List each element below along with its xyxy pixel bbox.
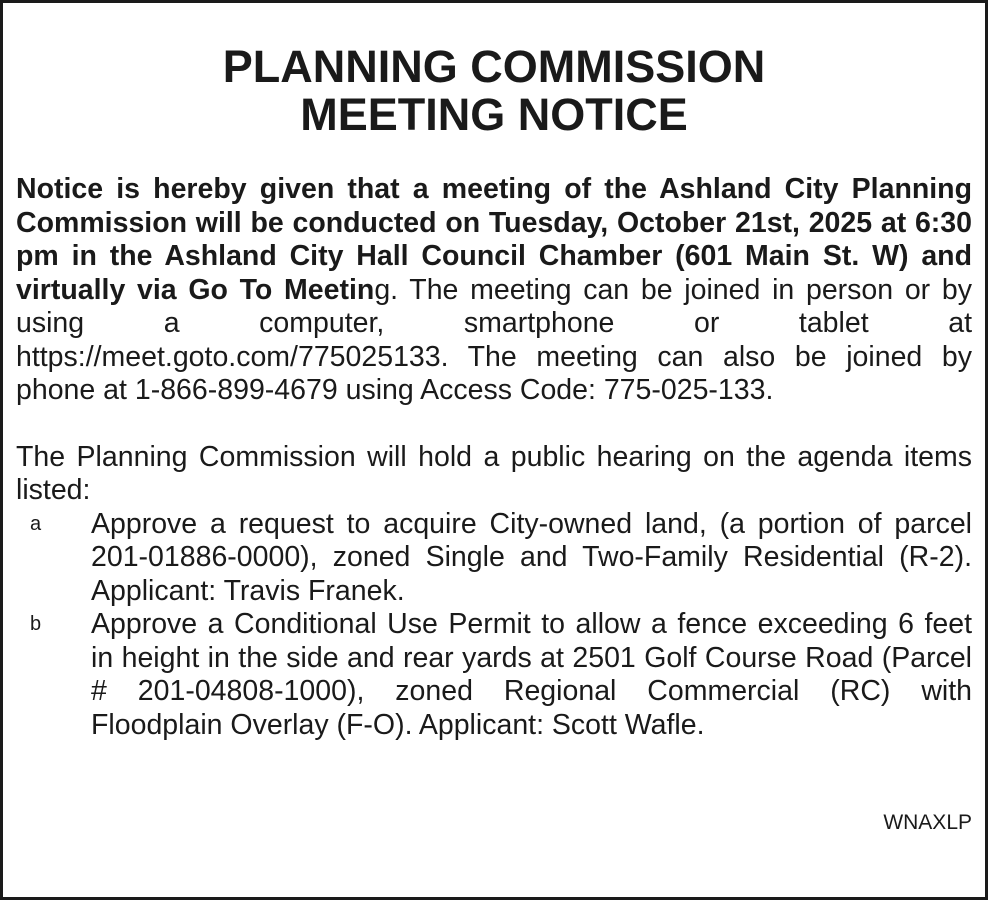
title-line-2: MEETING NOTICE (300, 89, 688, 140)
intro-bold-text: Notice is hereby given that a meeting of the Ashland City Planning Commission will be conducted on Tuesday, October 21st, 2025 at 6:30 pm in the Ashland City Hall Council Chamber (601 Main St. W) and virtually via Go To Meetin (16, 173, 972, 306)
notice-body (16, 173, 972, 742)
intro-paragraph (16, 173, 972, 408)
agenda-item-text: Approve a request to acquire City-owned land, (a portion of parcel 201-01886-0000), zoned Single and Two-Family Residential (R-2). Applicant: Travis Franek. (91, 507, 972, 607)
agenda-item-text: Approve a Conditional Use Permit to allow a fence exceeding 6 feet in height in the side and rear yards at 2501 Golf Course Road (Parcel # 201-04808-1000), zoned Regional Commercial (RC) with Floodplain Overlay (F-O). Applicant: Scott Wafle. (91, 608, 972, 741)
notice-title (3, 43, 985, 139)
publication-code: WNAXLP (883, 811, 972, 834)
agenda-marker: b (30, 613, 42, 635)
title-line-1: PLANNING COMMISSION (222, 41, 766, 92)
agenda-item-b (16, 608, 972, 742)
agenda-list (16, 508, 972, 743)
intro-regular-text: g. The meeting can be joined in person or by using a computer, smartphone or tablet at https://meet.goto.com/775025133. The meeting can also be joined by phone at 1-866-899-4679 using Access Code: 775-025-133. (16, 273, 972, 406)
agenda-item-a (16, 508, 972, 609)
agenda-marker: a (30, 512, 42, 535)
hearing-intro: The Planning Commission will hold a public hearing on the agenda items listed: (16, 440, 972, 506)
